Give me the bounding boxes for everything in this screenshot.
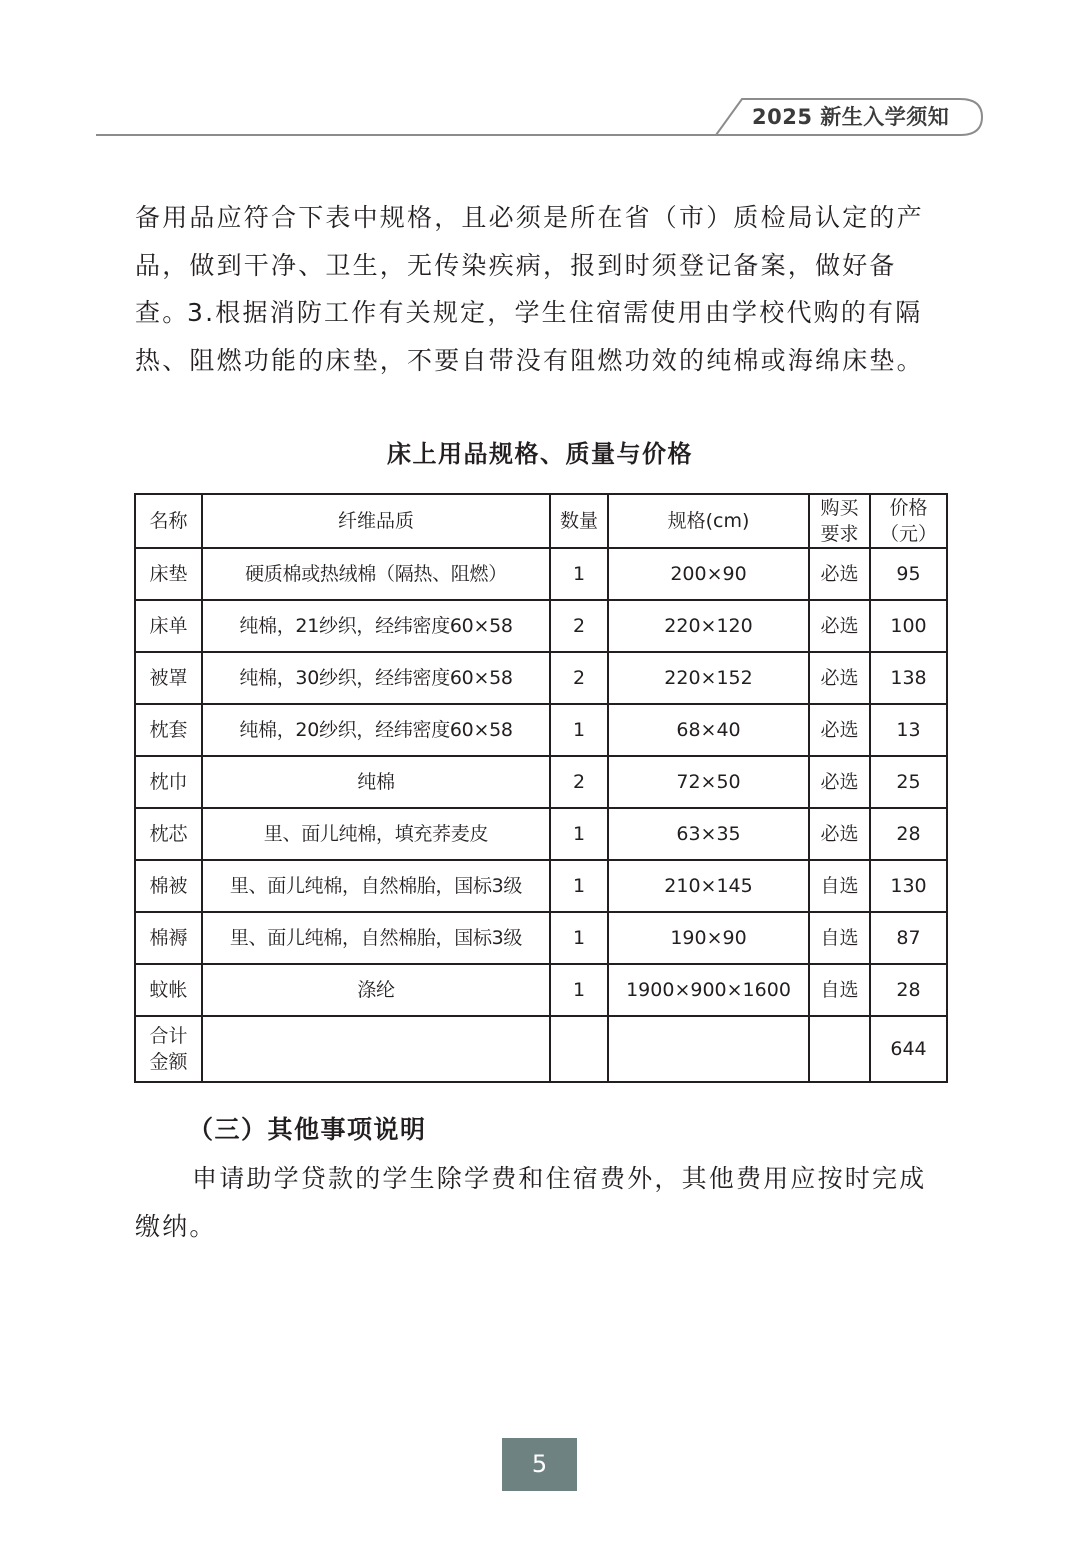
table-row [135, 808, 947, 860]
row-price: 25 [870, 756, 947, 808]
row-price: 130 [870, 860, 947, 912]
row-quantity: 1 [550, 964, 608, 1016]
row-name: 床单 [135, 600, 202, 652]
row-price: 87 [870, 912, 947, 964]
row-requirement: 必选 [809, 652, 870, 704]
table-total-row [135, 1016, 947, 1082]
row-quantity: 1 [550, 808, 608, 860]
row-price: 28 [870, 808, 947, 860]
row-quantity: 1 [550, 704, 608, 756]
row-name: 床垫 [135, 548, 202, 600]
row-quality: 里、面儿纯棉，自然棉胎，国标3级 [202, 860, 550, 912]
row-spec: 72×50 [608, 756, 809, 808]
row-requirement: 自选 [809, 860, 870, 912]
row-price: 28 [870, 964, 947, 1016]
row-quality: 里、面儿纯棉，填充荞麦皮 [202, 808, 550, 860]
table-row [135, 756, 947, 808]
total-empty-requirement [809, 1016, 870, 1082]
row-name: 蚊帐 [135, 964, 202, 1016]
header-quality: 纤维品质 [202, 494, 550, 548]
row-requirement: 必选 [809, 756, 870, 808]
row-quality: 纯棉 [202, 756, 550, 808]
row-spec: 190×90 [608, 912, 809, 964]
row-name: 枕芯 [135, 808, 202, 860]
row-quantity: 1 [550, 548, 608, 600]
row-spec: 210×145 [608, 860, 809, 912]
section-heading: （三）其他事项说明 [188, 1115, 427, 1144]
row-spec: 63×35 [608, 808, 809, 860]
row-name: 棉被 [135, 860, 202, 912]
row-quality: 纯棉，21纱织，经纬密度60×58 [202, 600, 550, 652]
header-quantity: 数量 [550, 494, 608, 548]
total-label [135, 1016, 202, 1082]
row-spec: 220×120 [608, 600, 809, 652]
table-row [135, 548, 947, 600]
section-paragraph: 申请助学贷款的学生除学费和住宿费外，其他费用应按时完成缴纳。 [135, 1164, 927, 1241]
row-quality: 里、面儿纯棉，自然棉胎，国标3级 [202, 912, 550, 964]
header-title: 2025 新生入学须知 [752, 105, 950, 129]
bedding-spec-table [134, 493, 948, 1083]
row-price: 13 [870, 704, 947, 756]
row-requirement: 自选 [809, 912, 870, 964]
header-price-line2: （元） [879, 523, 937, 545]
header-name: 名称 [135, 494, 202, 548]
header-requirement [809, 494, 870, 548]
row-requirement: 必选 [809, 548, 870, 600]
row-quality: 涤纶 [202, 964, 550, 1016]
row-price: 100 [870, 600, 947, 652]
row-name: 枕巾 [135, 756, 202, 808]
row-spec: 68×40 [608, 704, 809, 756]
row-spec: 220×152 [608, 652, 809, 704]
total-label-line2: 金额 [149, 1051, 188, 1073]
total-price: 644 [870, 1016, 947, 1082]
row-requirement: 必选 [809, 600, 870, 652]
row-name: 枕套 [135, 704, 202, 756]
total-label-line1: 合计 [149, 1025, 188, 1047]
row-price: 95 [870, 548, 947, 600]
table-row [135, 652, 947, 704]
header-requirement-line1: 购买 [820, 497, 859, 519]
body-paragraph-1: 备用品应符合下表中规格，且必须是所在省（市）质检局认定的产品，做到干净、卫生，无传染疾病，报到时须登记备案，做好备查。 [135, 203, 924, 327]
header-price-line1: 价格 [889, 497, 928, 519]
table-title: 床上用品规格、质量与价格 [387, 440, 693, 468]
table-row [135, 704, 947, 756]
row-price: 138 [870, 652, 947, 704]
body-paragraph-2: 3.根据消防工作有关规定，学生住宿需使用由学校代购的有隔热、阻燃功能的床垫，不要自带没有阻燃功效的纯棉或海绵床垫。 [135, 298, 924, 375]
table-row [135, 964, 947, 1016]
row-name: 棉褥 [135, 912, 202, 964]
row-quality: 硬质棉或热绒棉（隔热、阻燃） [202, 548, 550, 600]
total-empty-spec [608, 1016, 809, 1082]
total-empty-quantity [550, 1016, 608, 1082]
row-quantity: 2 [550, 756, 608, 808]
row-spec: 200×90 [608, 548, 809, 600]
row-name: 被罩 [135, 652, 202, 704]
header-spec: 规格(cm) [608, 494, 809, 548]
header-requirement-line2: 要求 [820, 523, 859, 545]
row-quantity: 2 [550, 652, 608, 704]
row-requirement: 自选 [809, 964, 870, 1016]
row-requirement: 必选 [809, 704, 870, 756]
table-row [135, 600, 947, 652]
table-row [135, 860, 947, 912]
row-quantity: 1 [550, 912, 608, 964]
header-tab-outline [0, 0, 1080, 160]
row-requirement: 必选 [809, 808, 870, 860]
header-price [870, 494, 947, 548]
row-quality: 纯棉，20纱织，经纬密度60×58 [202, 704, 550, 756]
total-empty-quality [202, 1016, 550, 1082]
table-header-row [135, 494, 947, 548]
table-row [135, 912, 947, 964]
row-quantity: 1 [550, 860, 608, 912]
row-spec: 1900×900×1600 [608, 964, 809, 1016]
row-quantity: 2 [550, 600, 608, 652]
page-number: 5 [502, 1438, 577, 1491]
row-quality: 纯棉，30纱织，经纬密度60×58 [202, 652, 550, 704]
